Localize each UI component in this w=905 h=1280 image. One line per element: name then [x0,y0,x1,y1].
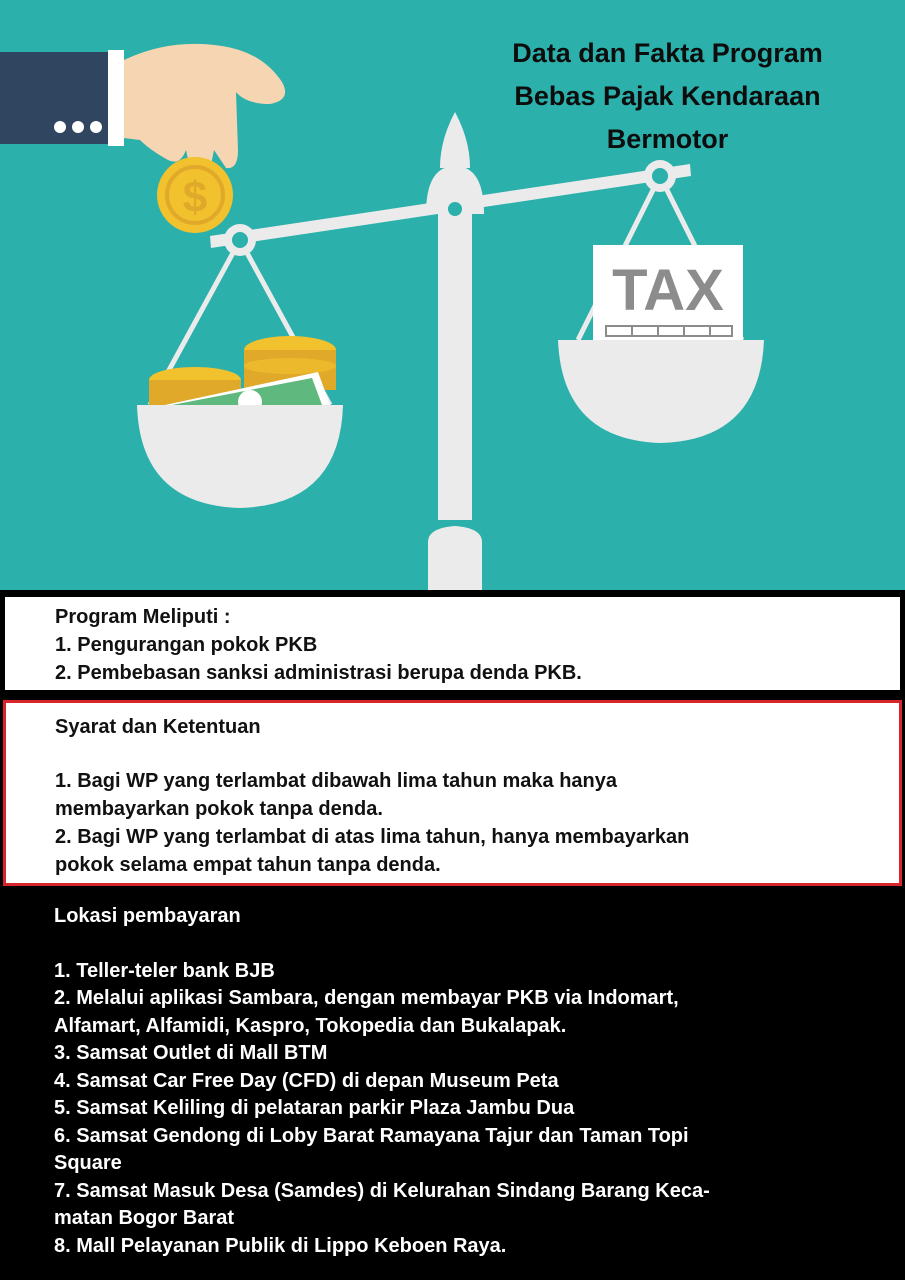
location-line: 2. Melalui aplikasi Sambara, dengan membayar PKB via Indomart, [54,987,679,1009]
terms-line: membayarkan pokok tanpa denda. [55,798,383,820]
location-line: 8. Mall Pelayanan Publik di Lippo Keboen Raya. [54,1234,507,1257]
payment-locations [54,903,854,1260]
location-line: 6. Samsat Gendong di Loby Barat Ramayana Tajur dan Taman Topi [54,1124,689,1147]
program-item: 2. Pembebasan sanksi administrasi berupa denda PKB. [55,662,582,684]
svg-text:$: $ [182,173,208,222]
title-line: Data dan Fakta Program [512,38,823,68]
terms-line: pokok selama empat tahun tanpa denda. [55,854,441,876]
location-line: 3. Samsat Outlet di Mall BTM [54,1042,328,1064]
title-line: Bebas Pajak Kendaraan [514,81,821,111]
hand-icon [0,44,285,174]
terms-line: 1. Bagi WP yang terlambat dibawah lima tahun maka hanya [55,770,618,792]
location-line: Square [54,1152,122,1174]
money-stack-icon [149,336,336,414]
terms-heading: Syarat dan Ketentuan [55,716,261,738]
program-heading: Program Meliputi : [55,606,231,628]
terms-line: 2. Bagi WP yang terlambat di atas lima tahun, hanya membayarkan [55,826,690,848]
svg-text:TAX: TAX [612,258,724,323]
terms-box [3,700,902,886]
location-line: 4. Samsat Car Free Day (CFD) di depan Museum Peta [54,1069,559,1092]
location-line: Alfamart, Alfamidi, Kaspro, Tokopedia dan Bukalapak. [54,1014,567,1037]
location-line: 1. Teller-teler bank BJB [54,959,275,982]
page-title [470,32,865,161]
coin-icon [157,157,233,233]
location-line: matan Bogor Barat [54,1207,235,1229]
hero-banner [0,0,905,590]
program-item: 1. Pengurangan pokok PKB [55,634,318,656]
location-line: 7. Samsat Masuk Desa (Samdes) di Kelurahan Sindang Barang Keca- [54,1179,710,1202]
tax-document-icon [593,245,743,345]
location-line: 5. Samsat Keliling di pelataran parkir Plaza Jambu Dua [54,1097,575,1119]
title-line: Bermotor [606,124,729,154]
locations-heading: Lokasi pembayaran [54,905,241,927]
program-box [5,597,900,690]
